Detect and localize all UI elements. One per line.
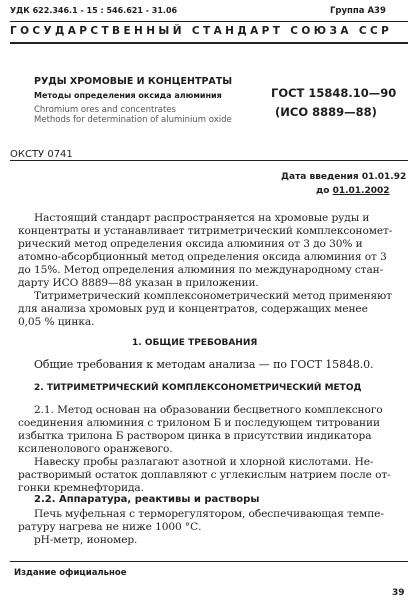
section-2-p2-line-2: растворимый остаток доплавляют с углекислым натрием после от- [18, 469, 391, 481]
title-separator [10, 160, 408, 161]
section-1-heading: 1. ОБЩИЕ ТРЕБОВАНИЯ [132, 338, 258, 348]
section-2-heading: 2. ТИТРИМЕТРИЧЕСКИЙ КОМПЛЕКСОНОМЕТРИЧЕСКИЙ МЕТОД [34, 383, 362, 393]
intro-p1-line-2: концентраты и устанавливает титриметрический комплексономет- [18, 225, 393, 237]
section-2-p2-line-1: Навеску пробы разлагают азотной и хлорной кислотами. Не- [34, 456, 374, 468]
until-date-label: до [316, 186, 330, 196]
section-2-p1-line-1: 2.1. Метод основан на образовании бесцветного комплексного [34, 404, 383, 416]
title-en-1: Chromium ores and concentrates [34, 105, 176, 115]
section-2-p2-line-3: гонки кремнефторида. [18, 482, 144, 494]
footer-rule [10, 561, 408, 562]
title-sub: Методы определения оксида алюминия [34, 91, 222, 100]
section-2-p1-line-2: соединения алюминия с трилоном Б и последующем титровании [18, 417, 380, 429]
intro-p2-line-3: 0,05 % цинка. [18, 316, 95, 328]
until-date-value: 01.01.2002 [332, 186, 390, 196]
official-edition-label: Издание официальное [14, 568, 127, 578]
section-2-p3-line-1: Печь муфельная с терморегулятором, обеспечивающая темпе- [34, 508, 384, 520]
iso-number: (ИСО 8889—88) [275, 105, 377, 119]
intro-date-row [281, 172, 406, 182]
standard-banner: ГОСУДАРСТВЕННЫЙ СТАНДАРТ СОЮЗА ССР [10, 25, 393, 37]
intro-p1-line-1: Настоящий стандарт распространяется на хромовые руды и [34, 212, 370, 224]
title-en-2: Methods for determination of aluminium oxide [34, 115, 232, 125]
intro-p1-line-3: рический метод определения оксида алюминия от 3 до 30% и [18, 238, 363, 250]
intro-p1-line-5: до 15%. Метод определения алюминия по международному стан- [18, 264, 384, 276]
until-date-row [316, 186, 390, 196]
group-code: Группа А39 [330, 6, 386, 16]
section-2-subheading: 2.2. Аппаратура, реактивы и растворы [34, 494, 260, 505]
section-2-p3-line-3: рН-метр, иономер. [34, 534, 138, 546]
title-main: РУДЫ ХРОМОВЫЕ И КОНЦЕНТРАТЫ [34, 76, 233, 87]
section-2-p1-line-3: избытка трилона Б раствором цинка в присутствии индикатора [18, 430, 372, 442]
header-rule-bottom [10, 42, 408, 44]
okstu-code: ОКСТУ 0741 [10, 149, 73, 160]
intro-p1-line-6: дарту ИСО 8889—88 указан в приложении. [18, 277, 259, 289]
intro-date-label: Дата введения [281, 172, 359, 182]
section-2-p3-line-2: ратуру нагрева не ниже 1000 °С. [18, 521, 202, 533]
udk-code: УДК 622.346.1 - 15 : 546.621 - 31.06 [10, 6, 178, 15]
intro-p2-line-1: Титриметрический комплексонометрический метод применяют [34, 290, 392, 302]
page-number: 39 [392, 588, 405, 598]
section-2-p1-line-4: ксиленолового оранжевого. [18, 443, 173, 455]
intro-date-value: 01.01.92 [361, 172, 407, 182]
intro-p2-line-2: для анализа хромовых руд и концентратов, содержащих менее [18, 303, 368, 315]
intro-p1-line-4: атомно-абсорбционный метод определения оксида алюминия от 3 [18, 251, 387, 263]
section-1-text: Общие требования к методам анализа — по ГОСТ 15848.0. [34, 358, 374, 371]
gost-number: ГОСТ 15848.10—90 [271, 86, 397, 100]
header-rule-top [10, 21, 408, 22]
